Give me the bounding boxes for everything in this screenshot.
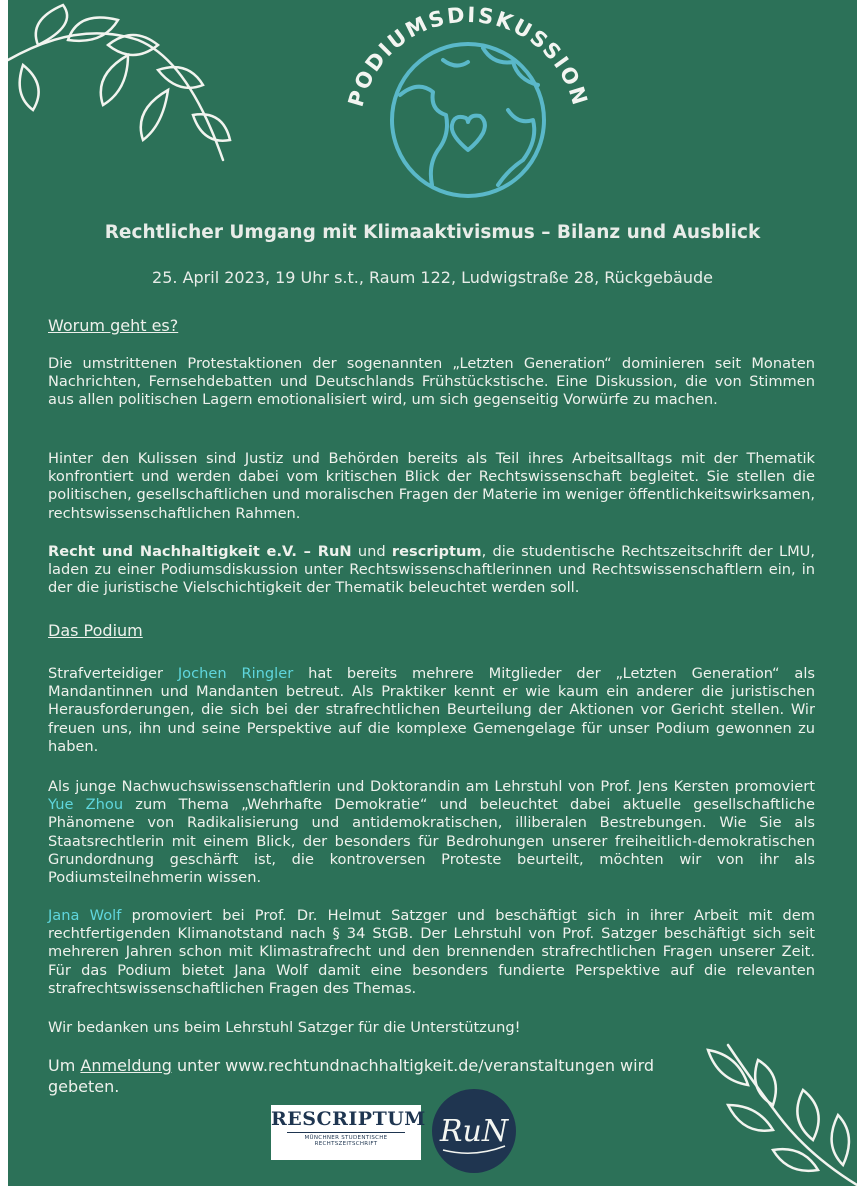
event-poster <box>8 0 857 1186</box>
paragraph-zhou <box>48 778 815 887</box>
speaker-name-wolf: Jana Wolf <box>48 907 122 924</box>
rescriptum-logo-name: RESCRIPTUM <box>271 1108 426 1130</box>
text-post: zum Thema „Wehrhafte Demokratie“ und beleuchtet dabei aktuelle gesellschaftliche Phänomene von Radikalisierung und antidemokratischen, illiberalen Bestrebungen. Wie Sie als Staatsrechtlerin mit einem Blick, der besonders für Bedrohungen unserer freiheitlich-demokratischen Grundordnung geschärft ist, die kontroversen Proteste beurteilt, möchten wir von ihr als Podiumsteilnehmerin wissen. <box>48 796 816 887</box>
leaf-branch-bottom-right-icon <box>688 1035 857 1186</box>
page-margin-left <box>0 0 8 1200</box>
paragraph-background: Hinter den Kulissen sind Justiz und Behörden bereits als Teil ihres Arbeitsalltags mit der Thematik konfrontiert und werden dabei vom kritischen Blick der Rechtswissenschaft begleitet. Sie stellen die politischen, gesellschaftlichen und moralischen Fragen der Materie im weniger öffentlichkeitswirksamen, rechtswissenschaftlichen Rahmen. <box>48 450 815 522</box>
text-post: hat bereits mehrere Mitglieder der „Letzten Generation“ als Mandantinnen und Mandanten betreut. Als Praktiker kennt er wie kaum ein anderer die juristischen Herausforderungen, die sich bei der strafrechtlichen Beurteilung der Aktionen vor Gericht stellen. Wir freuen uns, ihn und seine Perspektive auf die komplexe Gemengelage für unser Podium gewonnen zu haben. <box>48 665 815 755</box>
rescriptum-logo-sub1: MÜNCHNER STUDENTISCHE <box>304 1135 388 1141</box>
rescriptum-logo-rule <box>287 1132 405 1133</box>
text-organizers-rest: , die studentische Rechtszeitschrift der LMU, laden zu einer Podiumsdiskussion unter Rechtswissenschaftlerinnen und Rechtswissenschaftlern ein, in der die juristische Vielschichtigkeit der Thematik beleuchtet werden soll. <box>48 543 815 597</box>
paragraph-intro: Die umstrittenen Protestaktionen der sogenannten „Letzten Generation“ dominieren seit Monaten Nachrichten, Fernsehdebatten und Deutschlands Frühstückstische. Eine Diskussion, die von Stimmen aus allen politischen Lagern emotionalisiert wird, um sich gegenseitig Vorwürfe zu machen. <box>48 355 815 409</box>
registration-link[interactable]: Anmeldung <box>80 1056 172 1075</box>
rescriptum-logo-sub2: RECHTSZEITSCHRIFT <box>314 1141 378 1147</box>
arc-title: PODIUMSDISKUSSION <box>343 2 593 110</box>
paragraph-organizers <box>48 543 815 598</box>
event-title: Rechtlicher Umgang mit Klimaaktivismus – Bilanz und Ausblick <box>104 222 761 243</box>
text-post: unter www.rechtundnachhaltigkeit.de/veranstaltungen wird gebeten. <box>48 1056 655 1096</box>
paragraph-ringler <box>48 665 815 756</box>
section-heading-topic: Worum geht es? <box>48 316 179 335</box>
paragraph-wolf <box>48 907 815 998</box>
section-heading-podium: Das Podium <box>48 621 143 640</box>
speaker-name-zhou: Yue Zhou <box>48 796 124 814</box>
run-logo-text: RuN <box>439 1114 509 1149</box>
paragraph-thanks: Wir bedanken uns beim Lehrstuhl Satzger für die Unterstützung! <box>48 1019 521 1036</box>
svg-text:PODIUMSDISKUSSION <box>344 3 593 110</box>
text-pre: Um <box>48 1056 81 1075</box>
globe-heart-icon <box>338 0 598 210</box>
organizer-run: Recht und Nachhaltigkeit e.V. – RuN <box>48 543 352 560</box>
text-and: und <box>351 543 392 560</box>
run-logo <box>431 1088 517 1174</box>
text-post: promoviert bei Prof. Dr. Helmut Satzger und beschäftigt sich in ihrer Arbeit mit dem rechtfertigenden Klimanotstand nach § 34 StGB. Der Lehrstuhl von Prof. Satzger beschäftigt sich seit mehreren Jahren schon mit Klimastrafrecht und den brennenden strafrechtlichen Fragen unserer Zeit. Für das Podium bietet Jana Wolf damit eine besonders fundierte Perspektive auf die relevanten strafrechtswissenschaftlichen Fragen des Themas. <box>48 907 815 997</box>
speaker-name-ringler: Jochen Ringler <box>177 665 294 682</box>
text-pre: Strafverteidiger <box>48 665 178 682</box>
rescriptum-logo <box>271 1105 426 1160</box>
leaf-branch-top-left-icon <box>8 0 238 180</box>
text-pre: Als junge Nachwuchswissenschaftlerin und Doktorandin am Lehrstuhl von Prof. Jens Kersten promoviert <box>48 778 815 795</box>
page-margin-bottom <box>0 1186 857 1200</box>
organizer-rescriptum: rescriptum <box>391 543 482 560</box>
registration-note <box>48 1055 688 1097</box>
event-date-location: 25. April 2023, 19 Uhr s.t., Raum 122, Ludwigstraße 28, Rückgebäude <box>152 268 713 287</box>
